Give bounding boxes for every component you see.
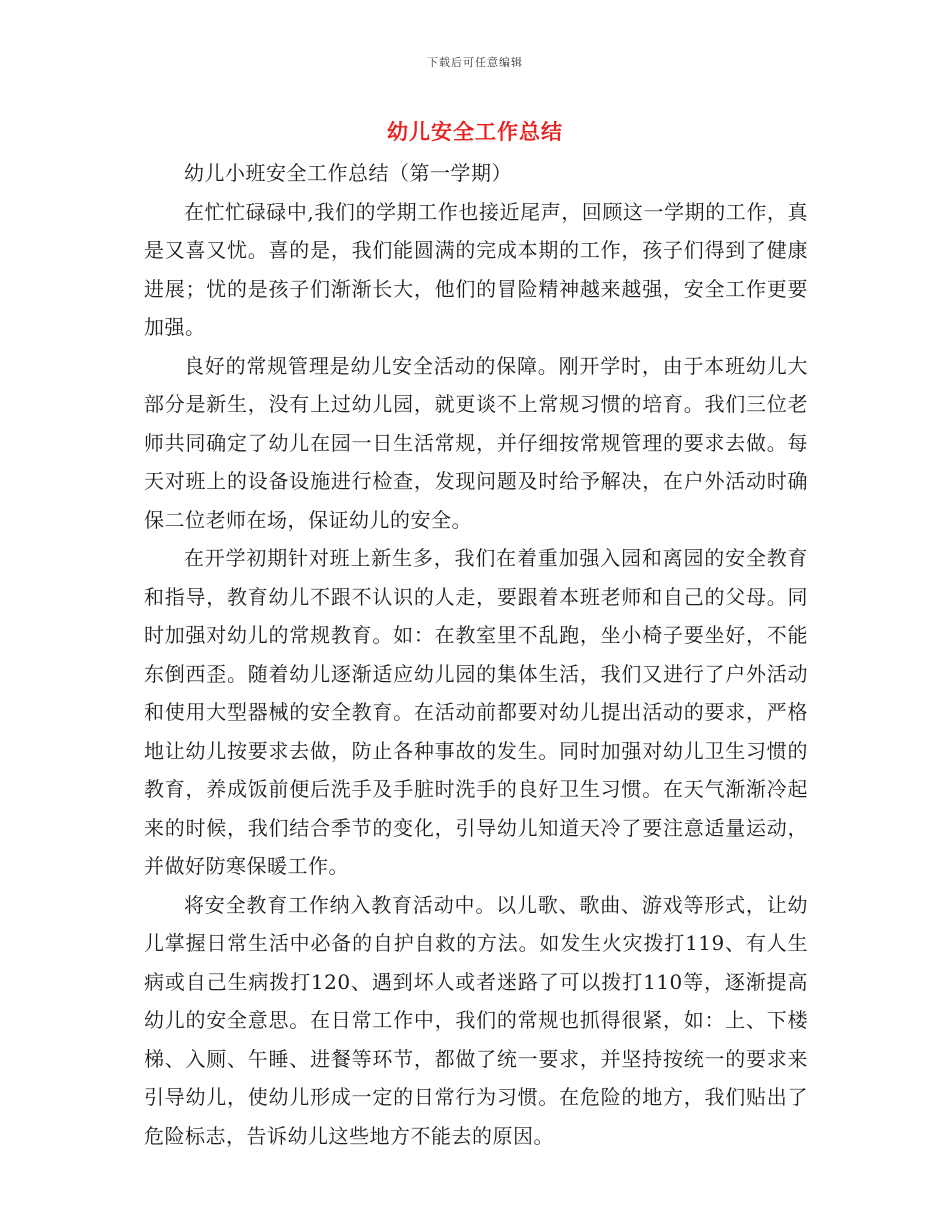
paragraph: 在忙忙碌碌中,我们的学期工作也接近尾声，回顾这一学期的工作，真是又喜又忧。喜的是，我们能圆满的完成本期的工作，孩子们得到了健康进展；忧的是孩子们渐渐长大，他们的冒险精神越来越强，安全工作更要加强。 xyxy=(144,199,808,339)
paragraph: 良好的常规管理是幼儿安全活动的保障。刚开学时，由于本班幼儿大部分是新生，没有上过幼儿园，就更谈不上常规习惯的培育。我们三位老师共同确定了幼儿在园一日生活常规，并仔细按常规管理的要求去做。每天对班上的设备设施进行检查，发现问题及时给予解决，在户外活动时确保二位老师在场，保证幼儿的安全。 xyxy=(144,353,808,532)
document-subtitle: 幼儿小班安全工作总结（第一学期） xyxy=(184,161,512,185)
paragraph: 将安全教育工作纳入教育活动中。以儿歌、歌曲、游戏等形式，让幼儿掌握日常生活中必备的自护自救的方法。如发生火灾拨打119、有人生病或自己生病拨打120、遇到坏人或者迷路了可以拨打110等，逐渐提高幼儿的安全意思。在日常工作中，我们的常规也抓得很紧，如：上、下楼梯、入厕、午睡、进餐等环节，都做了统一要求，并坚持按统一的要求来引导幼儿，使幼儿形成一定的日常行为习惯。在危险的地方，我们贴出了危险标志，告诉幼儿这些地方不能去的原因。 xyxy=(144,892,808,1148)
header-note: 下载后可任意编辑 xyxy=(427,56,523,69)
document-title: 幼儿安全工作总结 xyxy=(387,119,563,144)
document-body xyxy=(144,154,808,1155)
paragraph: 在开学初期针对班上新生多，我们在着重加强入园和离园的安全教育和指导，教育幼儿不跟不认识的人走，要跟着本班老师和自己的父母。同时加强对幼儿的常规教育。如：在教室里不乱跑，坐小椅子要坐好，不能东倒西歪。随着幼儿逐渐适应幼儿园的集体生活，我们又进行了户外活动和使用大型器械的安全教育。在活动前都要对幼儿提出活动的要求，严格地让幼儿按要求去做，防止各种事故的发生。同时加强对幼儿卫生习惯的教育，养成饭前便后洗手及手脏时洗手的良好卫生习惯。在天气渐渐冷起来的时候，我们结合季节的变化，引导幼儿知道天冷了要注意适量运动，并做好防寒保暖工作。 xyxy=(144,546,808,878)
